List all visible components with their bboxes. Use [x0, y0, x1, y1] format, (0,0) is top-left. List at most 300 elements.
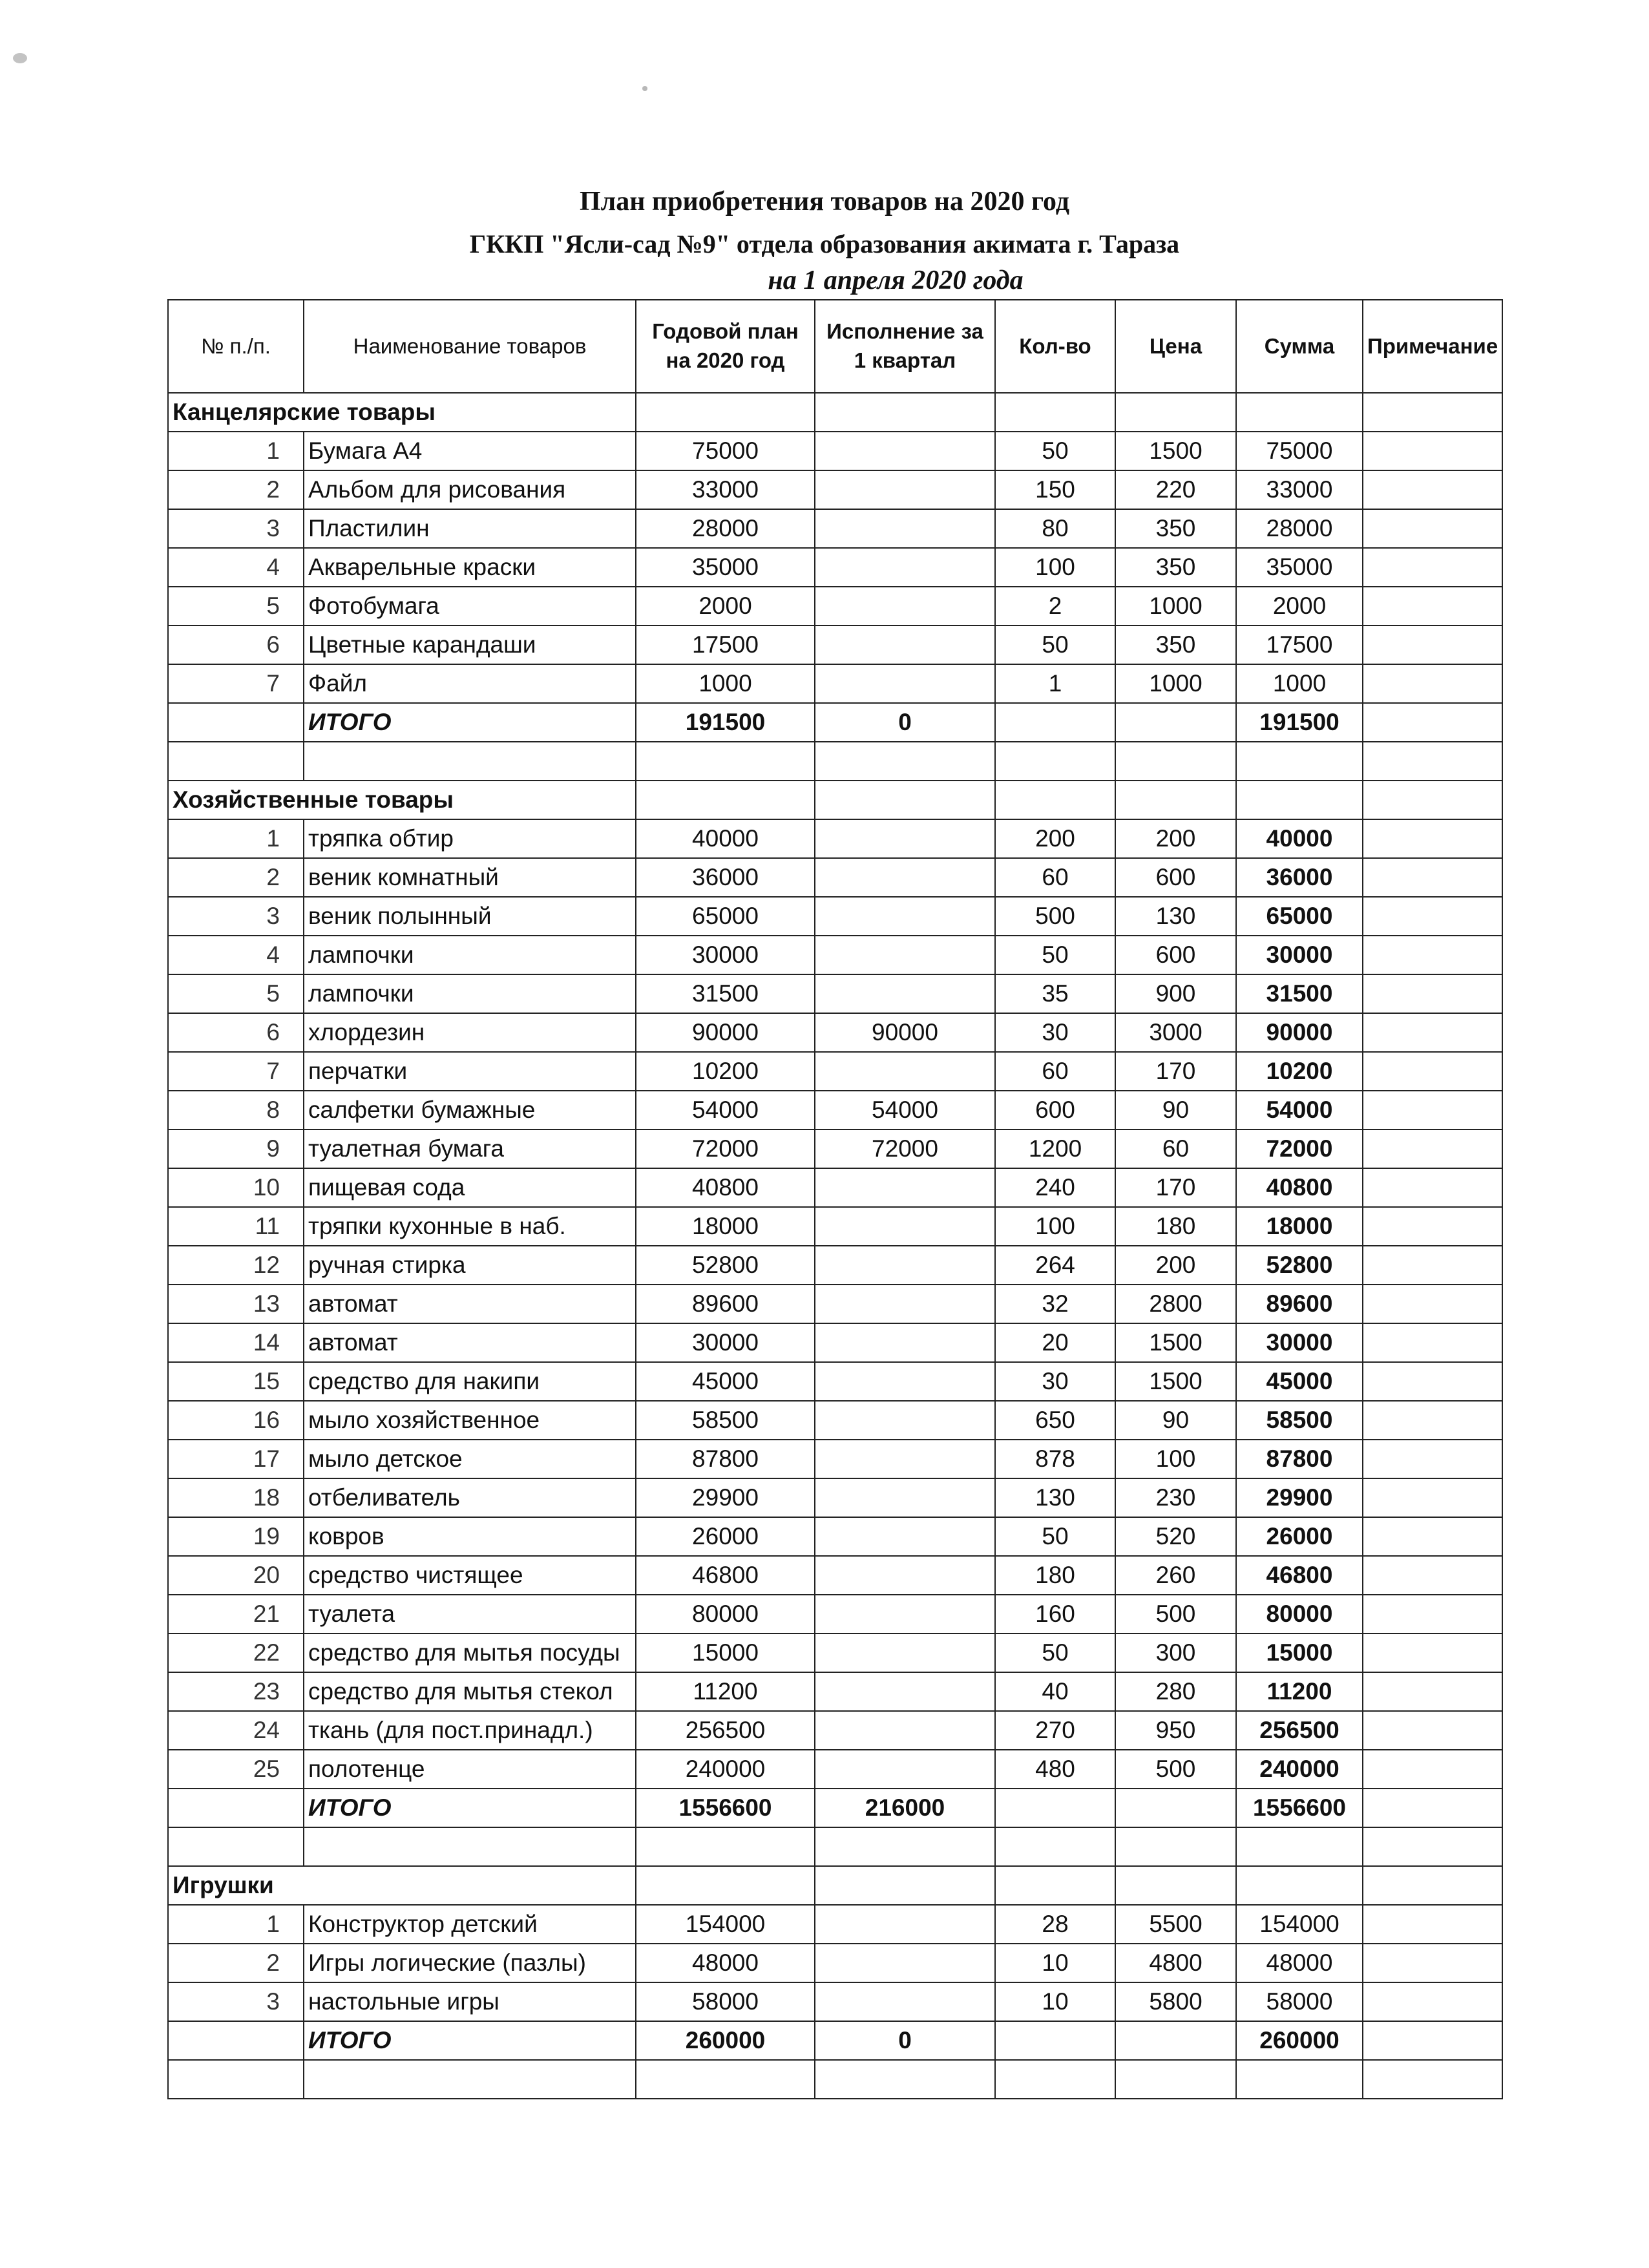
empty-cell — [1363, 2060, 1502, 2099]
note-cell — [1363, 1129, 1502, 1168]
note-cell — [1363, 936, 1502, 974]
note-cell — [1363, 625, 1502, 664]
item-name: туалетная бумага — [304, 1129, 636, 1168]
quantity-cell: 100 — [995, 1207, 1115, 1246]
empty-cell — [168, 2060, 304, 2099]
column-header-note: Примечание — [1363, 300, 1502, 393]
note-cell — [1363, 1633, 1502, 1672]
row-number: 6 — [168, 625, 304, 664]
note-cell — [1363, 1013, 1502, 1052]
item-name: средство чистящее — [304, 1556, 636, 1595]
empty-cell — [1115, 2021, 1236, 2060]
empty-cell — [168, 742, 304, 781]
price-cell: 180 — [1115, 1207, 1236, 1246]
empty-cell — [815, 781, 995, 819]
note-cell — [1363, 548, 1502, 587]
empty-cell — [636, 781, 815, 819]
sum-cell: 10200 — [1236, 1052, 1363, 1091]
price-cell: 950 — [1115, 1711, 1236, 1750]
price-cell: 350 — [1115, 548, 1236, 587]
empty-cell — [995, 1789, 1115, 1827]
quantity-cell: 50 — [995, 432, 1115, 470]
sum-cell: 40000 — [1236, 819, 1363, 858]
table-row — [168, 1711, 1502, 1750]
price-cell: 170 — [1115, 1052, 1236, 1091]
row-number: 19 — [168, 1517, 304, 1556]
table-row — [168, 1905, 1502, 1944]
empty-cell — [304, 742, 636, 781]
sum-cell: 18000 — [1236, 1207, 1363, 1246]
q1-execution-cell — [815, 858, 995, 897]
total-sum-cell: 191500 — [1236, 703, 1363, 742]
empty-cell — [1236, 2060, 1363, 2099]
category-name: Канцелярские товары — [168, 393, 636, 432]
blank-row — [168, 742, 1502, 781]
purchase-plan-table — [167, 299, 1503, 2099]
empty-cell — [995, 2060, 1115, 2099]
annual-plan-cell: 30000 — [636, 1323, 815, 1362]
quantity-cell: 1 — [995, 664, 1115, 703]
category-row — [168, 393, 1502, 432]
note-cell — [1363, 1285, 1502, 1323]
total-sum-cell: 260000 — [1236, 2021, 1363, 2060]
quantity-cell: 35 — [995, 974, 1115, 1013]
quantity-cell: 878 — [995, 1440, 1115, 1478]
price-cell: 130 — [1115, 897, 1236, 936]
quantity-cell: 160 — [995, 1595, 1115, 1633]
sum-cell: 1000 — [1236, 664, 1363, 703]
table-row — [168, 1517, 1502, 1556]
row-number: 25 — [168, 1750, 304, 1789]
row-number: 4 — [168, 548, 304, 587]
annual-plan-cell: 2000 — [636, 587, 815, 625]
sum-cell: 33000 — [1236, 470, 1363, 509]
row-number: 16 — [168, 1401, 304, 1440]
q1-execution-cell — [815, 1440, 995, 1478]
empty-cell — [1363, 1789, 1502, 1827]
q1-execution-cell — [815, 1982, 995, 2021]
total-execution-cell: 216000 — [815, 1789, 995, 1827]
item-name: веник комнатный — [304, 858, 636, 897]
table-row — [168, 1478, 1502, 1517]
item-name: средство для мытья посуды — [304, 1633, 636, 1672]
quantity-cell: 30 — [995, 1013, 1115, 1052]
item-name: автомат — [304, 1285, 636, 1323]
row-number: 24 — [168, 1711, 304, 1750]
q1-execution-cell — [815, 664, 995, 703]
quantity-cell: 264 — [995, 1246, 1115, 1285]
note-cell — [1363, 1091, 1502, 1129]
empty-cell — [636, 742, 815, 781]
row-number: 21 — [168, 1595, 304, 1633]
item-name: автомат — [304, 1323, 636, 1362]
price-cell: 100 — [1115, 1440, 1236, 1478]
scan-speck — [13, 53, 27, 63]
empty-cell — [1363, 742, 1502, 781]
note-cell — [1363, 587, 1502, 625]
sum-cell: 256500 — [1236, 1711, 1363, 1750]
item-name: мыло хозяйственное — [304, 1401, 636, 1440]
item-name: Фотобумага — [304, 587, 636, 625]
price-cell: 600 — [1115, 858, 1236, 897]
sum-cell: 52800 — [1236, 1246, 1363, 1285]
q1-execution-cell — [815, 432, 995, 470]
price-cell: 170 — [1115, 1168, 1236, 1207]
table-row — [168, 1323, 1502, 1362]
price-cell: 1500 — [1115, 1323, 1236, 1362]
row-number: 1 — [168, 819, 304, 858]
q1-execution-cell: 54000 — [815, 1091, 995, 1129]
quantity-cell: 2 — [995, 587, 1115, 625]
q1-execution-cell — [815, 1517, 995, 1556]
table-row — [168, 1750, 1502, 1789]
annual-plan-cell: 80000 — [636, 1595, 815, 1633]
annual-plan-cell: 31500 — [636, 974, 815, 1013]
note-cell — [1363, 1595, 1502, 1633]
annual-plan-cell: 240000 — [636, 1750, 815, 1789]
price-cell: 5800 — [1115, 1982, 1236, 2021]
price-cell: 1500 — [1115, 432, 1236, 470]
empty-cell — [168, 1827, 304, 1866]
row-number: 7 — [168, 664, 304, 703]
q1-execution-cell — [815, 1285, 995, 1323]
table-row — [168, 1672, 1502, 1711]
sum-cell: 15000 — [1236, 1633, 1363, 1672]
table-row — [168, 1168, 1502, 1207]
sum-cell: 48000 — [1236, 1944, 1363, 1982]
table-row — [168, 1052, 1502, 1091]
empty-cell — [995, 781, 1115, 819]
row-number: 23 — [168, 1672, 304, 1711]
annual-plan-cell: 29900 — [636, 1478, 815, 1517]
q1-execution-cell — [815, 1362, 995, 1401]
empty-cell — [995, 2021, 1115, 2060]
empty-cell — [1236, 1866, 1363, 1905]
quantity-cell: 1200 — [995, 1129, 1115, 1168]
table-row — [168, 432, 1502, 470]
empty-cell — [1115, 1827, 1236, 1866]
price-cell: 1500 — [1115, 1362, 1236, 1401]
quantity-cell: 500 — [995, 897, 1115, 936]
item-name: Игры логические (пазлы) — [304, 1944, 636, 1982]
row-number: 12 — [168, 1246, 304, 1285]
q1-execution-cell — [815, 1672, 995, 1711]
q1-execution-cell — [815, 1323, 995, 1362]
table-row — [168, 1285, 1502, 1323]
item-name: хлордезин — [304, 1013, 636, 1052]
scan-speck — [642, 86, 647, 91]
price-cell: 220 — [1115, 470, 1236, 509]
annual-plan-cell: 33000 — [636, 470, 815, 509]
empty-cell — [1115, 781, 1236, 819]
sum-cell: 72000 — [1236, 1129, 1363, 1168]
item-name: Акварельные краски — [304, 548, 636, 587]
quantity-cell: 50 — [995, 625, 1115, 664]
q1-execution-cell — [815, 1478, 995, 1517]
note-cell — [1363, 897, 1502, 936]
q1-execution-cell — [815, 587, 995, 625]
note-cell — [1363, 1478, 1502, 1517]
annual-plan-cell: 72000 — [636, 1129, 815, 1168]
q1-execution-cell — [815, 1052, 995, 1091]
table-row — [168, 470, 1502, 509]
item-name: средство для накипи — [304, 1362, 636, 1401]
empty-cell — [815, 393, 995, 432]
q1-execution-cell — [815, 1595, 995, 1633]
annual-plan-cell: 154000 — [636, 1905, 815, 1944]
q1-execution-cell — [815, 974, 995, 1013]
quantity-cell: 50 — [995, 936, 1115, 974]
sum-cell: 40800 — [1236, 1168, 1363, 1207]
row-number: 2 — [168, 858, 304, 897]
sum-cell: 154000 — [1236, 1905, 1363, 1944]
q1-execution-cell — [815, 819, 995, 858]
sum-cell: 65000 — [1236, 897, 1363, 936]
row-number: 1 — [168, 432, 304, 470]
row-number: 11 — [168, 1207, 304, 1246]
note-cell — [1363, 858, 1502, 897]
annual-plan-cell: 35000 — [636, 548, 815, 587]
row-number: 3 — [168, 509, 304, 548]
blank-row — [168, 2060, 1502, 2099]
note-cell — [1363, 1672, 1502, 1711]
table-row — [168, 1401, 1502, 1440]
row-number: 2 — [168, 470, 304, 509]
total-label: ИТОГО — [304, 2021, 636, 2060]
blank-row — [168, 1827, 1502, 1866]
table-row — [168, 858, 1502, 897]
row-number: 9 — [168, 1129, 304, 1168]
item-name: Бумага А4 — [304, 432, 636, 470]
quantity-cell: 50 — [995, 1633, 1115, 1672]
total-row — [168, 703, 1502, 742]
empty-cell — [995, 703, 1115, 742]
row-number: 1 — [168, 1905, 304, 1944]
empty-cell — [1115, 2060, 1236, 2099]
sum-cell: 87800 — [1236, 1440, 1363, 1478]
quantity-cell: 480 — [995, 1750, 1115, 1789]
item-name: Цветные карандаши — [304, 625, 636, 664]
empty-cell — [1363, 703, 1502, 742]
quantity-cell: 50 — [995, 1517, 1115, 1556]
item-name: туалета — [304, 1595, 636, 1633]
annual-plan-cell: 58500 — [636, 1401, 815, 1440]
note-cell — [1363, 1944, 1502, 1982]
total-label: ИТОГО — [304, 703, 636, 742]
price-cell: 900 — [1115, 974, 1236, 1013]
table-row — [168, 625, 1502, 664]
column-header-price: Цена — [1115, 300, 1236, 393]
table-row — [168, 1556, 1502, 1595]
note-cell — [1363, 1556, 1502, 1595]
annual-plan-cell: 52800 — [636, 1246, 815, 1285]
sum-cell: 75000 — [1236, 432, 1363, 470]
total-label: ИТОГО — [304, 1789, 636, 1827]
price-cell: 200 — [1115, 1246, 1236, 1285]
annual-plan-cell: 40000 — [636, 819, 815, 858]
price-cell: 280 — [1115, 1672, 1236, 1711]
price-cell: 520 — [1115, 1517, 1236, 1556]
empty-cell — [1115, 742, 1236, 781]
sum-cell: 54000 — [1236, 1091, 1363, 1129]
total-row — [168, 1789, 1502, 1827]
annual-plan-cell: 48000 — [636, 1944, 815, 1982]
q1-execution-cell — [815, 1246, 995, 1285]
empty-cell — [1363, 1827, 1502, 1866]
sum-cell: 30000 — [1236, 936, 1363, 974]
row-number: 20 — [168, 1556, 304, 1595]
quantity-cell: 20 — [995, 1323, 1115, 1362]
quantity-cell: 28 — [995, 1905, 1115, 1944]
quantity-cell: 130 — [995, 1478, 1115, 1517]
note-cell — [1363, 1711, 1502, 1750]
table-row — [168, 548, 1502, 587]
table-row — [168, 1091, 1502, 1129]
sum-cell: 90000 — [1236, 1013, 1363, 1052]
sum-cell: 58500 — [1236, 1401, 1363, 1440]
empty-cell — [1115, 1789, 1236, 1827]
item-name: ткань (для пост.принадл.) — [304, 1711, 636, 1750]
annual-plan-cell: 256500 — [636, 1711, 815, 1750]
sum-cell: 80000 — [1236, 1595, 1363, 1633]
item-name: тряпка обтир — [304, 819, 636, 858]
table-row — [168, 1362, 1502, 1401]
item-name: полотенце — [304, 1750, 636, 1789]
q1-execution-cell — [815, 1944, 995, 1982]
empty-cell — [815, 1827, 995, 1866]
q1-execution-cell — [815, 1711, 995, 1750]
q1-execution-cell: 90000 — [815, 1013, 995, 1052]
sum-cell: 35000 — [1236, 548, 1363, 587]
price-cell: 90 — [1115, 1401, 1236, 1440]
q1-execution-cell — [815, 509, 995, 548]
price-cell: 350 — [1115, 625, 1236, 664]
table-row — [168, 1246, 1502, 1285]
price-cell: 2800 — [1115, 1285, 1236, 1323]
empty-cell — [995, 1866, 1115, 1905]
annual-plan-cell: 45000 — [636, 1362, 815, 1401]
table-row — [168, 1944, 1502, 1982]
empty-cell — [636, 2060, 815, 2099]
item-name: Пластилин — [304, 509, 636, 548]
table-row — [168, 897, 1502, 936]
category-name: Хозяйственные товары — [168, 781, 636, 819]
empty-cell — [1236, 742, 1363, 781]
q1-execution-cell — [815, 470, 995, 509]
sum-cell: 26000 — [1236, 1517, 1363, 1556]
note-cell — [1363, 1323, 1502, 1362]
row-number: 6 — [168, 1013, 304, 1052]
annual-plan-cell: 90000 — [636, 1013, 815, 1052]
row-number: 5 — [168, 974, 304, 1013]
price-cell: 3000 — [1115, 1013, 1236, 1052]
total-plan-cell: 260000 — [636, 2021, 815, 2060]
total-plan-cell: 191500 — [636, 703, 815, 742]
row-number: 2 — [168, 1944, 304, 1982]
empty-cell — [995, 1827, 1115, 1866]
table-row — [168, 1207, 1502, 1246]
sum-cell: 29900 — [1236, 1478, 1363, 1517]
sum-cell: 30000 — [1236, 1323, 1363, 1362]
category-row — [168, 781, 1502, 819]
sum-cell: 11200 — [1236, 1672, 1363, 1711]
table-row — [168, 1982, 1502, 2021]
q1-execution-cell — [815, 1905, 995, 1944]
row-number: 7 — [168, 1052, 304, 1091]
q1-execution-cell — [815, 548, 995, 587]
note-cell — [1363, 1052, 1502, 1091]
total-sum-cell: 1556600 — [1236, 1789, 1363, 1827]
row-number: 10 — [168, 1168, 304, 1207]
organization-name: ГККП "Ясли-сад №9" отдела образования акимата г. Тараза — [469, 229, 1180, 258]
price-cell: 1000 — [1115, 664, 1236, 703]
empty-cell — [636, 1827, 815, 1866]
quantity-cell: 30 — [995, 1362, 1115, 1401]
item-name: лампочки — [304, 974, 636, 1013]
note-cell — [1363, 1750, 1502, 1789]
empty-cell — [815, 742, 995, 781]
q1-execution-cell — [815, 1168, 995, 1207]
annual-plan-cell: 65000 — [636, 897, 815, 936]
price-cell: 300 — [1115, 1633, 1236, 1672]
category-row — [168, 1866, 1502, 1905]
table-header-row — [168, 300, 1502, 393]
annual-plan-cell: 30000 — [636, 936, 815, 974]
quantity-cell: 150 — [995, 470, 1115, 509]
q1-execution-cell — [815, 936, 995, 974]
empty-cell — [1115, 703, 1236, 742]
price-cell: 200 — [1115, 819, 1236, 858]
item-name: отбеливатель — [304, 1478, 636, 1517]
quantity-cell: 600 — [995, 1091, 1115, 1129]
empty-cell — [304, 2060, 636, 2099]
quantity-cell: 200 — [995, 819, 1115, 858]
item-name: веник полынный — [304, 897, 636, 936]
sum-cell: 45000 — [1236, 1362, 1363, 1401]
quantity-cell: 100 — [995, 548, 1115, 587]
report-date: на 1 апреля 2020 года — [768, 266, 1024, 295]
price-cell: 90 — [1115, 1091, 1236, 1129]
empty-cell — [1363, 2021, 1502, 2060]
q1-execution-cell: 72000 — [815, 1129, 995, 1168]
row-number: 22 — [168, 1633, 304, 1672]
quantity-cell: 60 — [995, 858, 1115, 897]
quantity-cell: 60 — [995, 1052, 1115, 1091]
note-cell — [1363, 1517, 1502, 1556]
sum-cell: 36000 — [1236, 858, 1363, 897]
annual-plan-cell: 36000 — [636, 858, 815, 897]
note-cell — [1363, 819, 1502, 858]
empty-cell — [1115, 1866, 1236, 1905]
quantity-cell: 80 — [995, 509, 1115, 548]
empty-cell — [995, 393, 1115, 432]
note-cell — [1363, 1168, 1502, 1207]
item-name: тряпки кухонные в наб. — [304, 1207, 636, 1246]
item-name: Альбом для рисования — [304, 470, 636, 509]
row-number: 5 — [168, 587, 304, 625]
note-cell — [1363, 1401, 1502, 1440]
sum-cell: 46800 — [1236, 1556, 1363, 1595]
note-cell — [1363, 1207, 1502, 1246]
empty-cell — [1363, 1866, 1502, 1905]
quantity-cell: 240 — [995, 1168, 1115, 1207]
item-name: настольные игры — [304, 1982, 636, 2021]
row-number: 13 — [168, 1285, 304, 1323]
total-execution-cell: 0 — [815, 703, 995, 742]
q1-execution-cell — [815, 1556, 995, 1595]
item-name: ручная стирка — [304, 1246, 636, 1285]
note-cell — [1363, 432, 1502, 470]
